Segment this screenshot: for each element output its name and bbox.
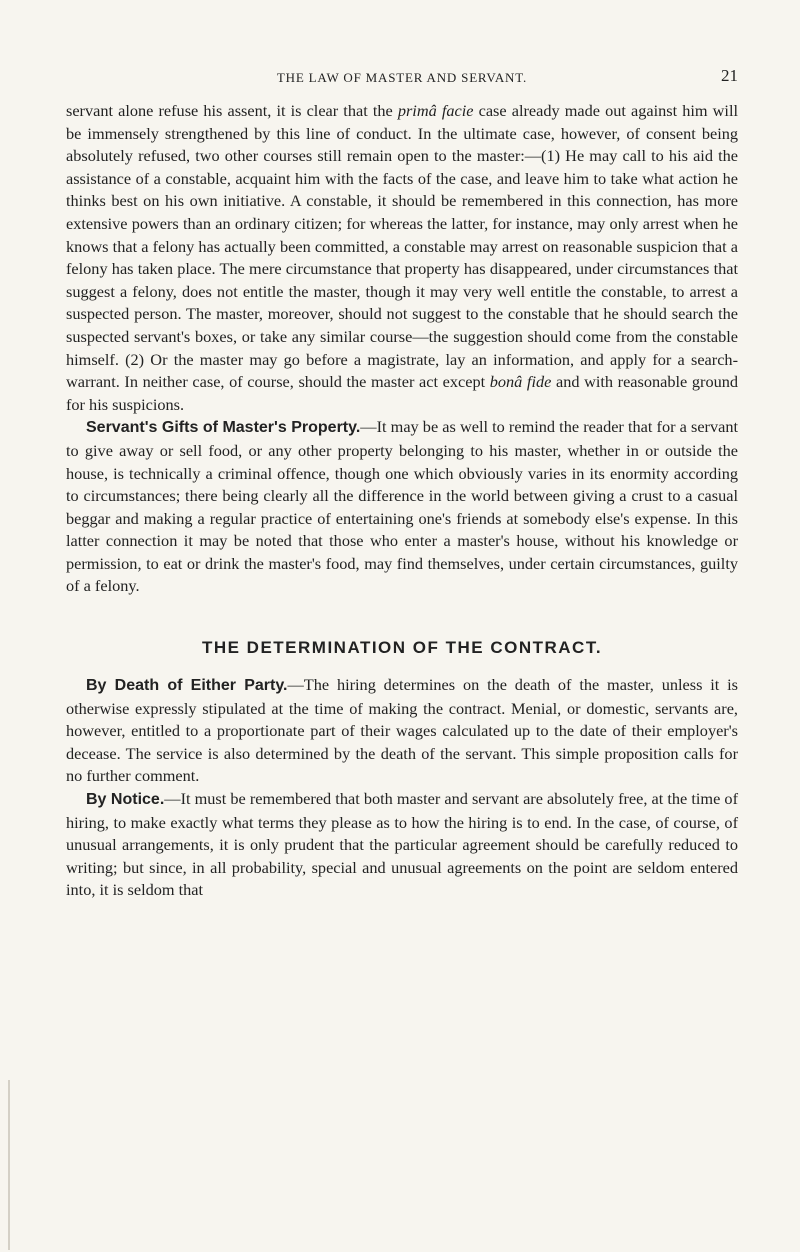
italic-phrase: primâ facie (397, 101, 474, 120)
text-run: —The hiring determines on the death of the master, unless it is otherwise expressly stipulated at the time of making the contract. Menial, or domestic, servants are, however, entitled to a proportionate part of their wages calculated up to the date of their employer's decease. The service is also determined by the death of the servant. This simple proposition calls for no further comment. (66, 675, 739, 786)
run-in-heading: Servant's Gifts of Master's Property. (86, 419, 361, 437)
page-edge-shadow (8, 1080, 10, 1250)
run-in-heading: By Notice. (86, 791, 165, 809)
page-number: 21 (721, 66, 738, 85)
paragraph-continuation (66, 100, 738, 416)
paragraph-by-notice (66, 788, 738, 902)
paragraph-servants-gifts (66, 416, 738, 598)
italic-phrase: bonâ fide (489, 372, 552, 392)
text-run: and with reasonable ground for his suspicions. (66, 372, 739, 414)
section-heading: THE DETERMINATION OF THE CONTRACT. (201, 638, 603, 658)
text-run: —It may be as well to remind the reader that for a servant to give away or sell food, or any other property belonging to his master, whether in or outside the house, is technically a criminal offence, though one which obviously varies in its enormity according to circumstances; there being clearly all the difference in the world between giving a crust to a casual beggar and making a regular practice of entertaining one's friends at somebody else's expense. In this latter connection it may be noted that those who enter a master's house, without his knowledge or permission, to eat or drink the master's food, may find themselves, under certain circumstances, guilty of a felony. (66, 417, 739, 596)
paragraph-by-death (66, 674, 738, 788)
text-run: servant alone refuse his assent, it is clear that the (66, 101, 398, 120)
text-run: case already made out against him will be immensely strengthened by this line of conduct. In the ultimate case, however, of consent being absolutely refused, two other courses still remain open to the master:—(1) He may call to his aid the assistance of a constable, acquaint him with the facts of the case, and leave him to take what action he thinks best on his own initiative. A constable, it should be remembered in this connection, has more extensive powers than an ordinary citizen; for whereas the latter, for instance, may only arrest when he knows that a felony has actually been committed, a constable may arrest on reasonable suspicion that a felony has taken place. The mere circumstance that property has disappeared, under circumstances that suggest a felony, does not entitle the master, though it may very well entitle the constable, to arrest a suspected person. The master, moreover, should not suggest to the constable that he should search the suspected servant's boxes, or take any similar course—the suggestion should come from the constable himself. (2) Or the master may go before a magistrate, lay an information, and apply for a search-warrant. In neither case, of course, should the master act except (66, 101, 739, 392)
running-title: THE LAW OF MASTER AND SERVANT. (276, 70, 528, 85)
text-run: —It must be remembered that both master and servant are absolutely free, at the time of hiring, to make exactly what terms they please as to how the hiring is to end. In the case, of course, of unusual arrangements, it is only prudent that the particular agreement should be carefully reduced to writing; but since, in all probability, special and unusual agreements on the point are seldom entered into, it is seldom that (66, 789, 738, 900)
running-header (66, 66, 738, 90)
book-page (66, 66, 738, 902)
run-in-heading: By Death of Either Party. (86, 677, 288, 695)
